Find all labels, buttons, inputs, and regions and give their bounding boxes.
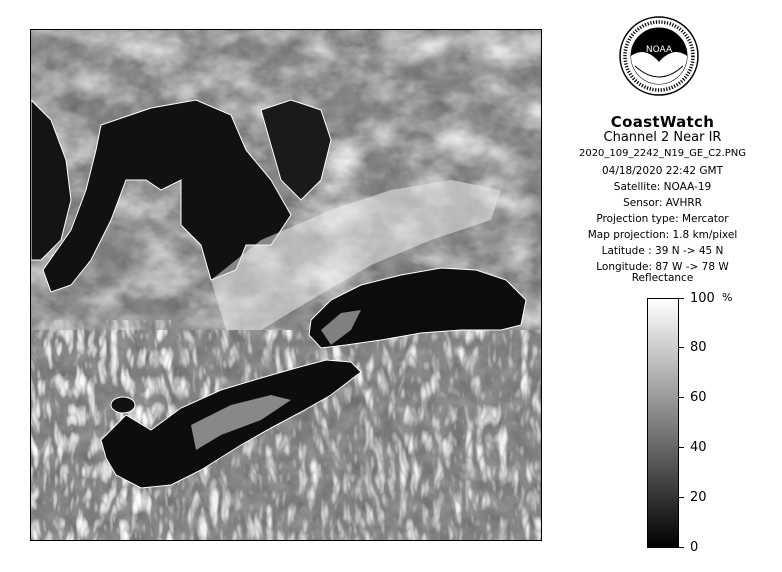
satellite: Satellite: NOAA-19: [613, 181, 712, 193]
colorbar-tick: [679, 347, 684, 348]
colorbar-tick-label: 20: [690, 490, 707, 505]
colorbar-tick-label: 60: [690, 390, 707, 405]
channel-label: Channel 2 Near IR: [603, 130, 722, 145]
colorbar-unit: %: [722, 291, 733, 304]
colorbar-tick-label: 40: [690, 440, 707, 455]
colorbar-label: Reflectance: [631, 272, 694, 284]
satellite-image: [30, 29, 542, 541]
colorbar-tick: [679, 397, 684, 398]
noaa-logo: [619, 16, 699, 96]
colorbar-tick-label: 80: [690, 340, 707, 355]
colorbar-tick: [679, 497, 684, 498]
filename: 2020_109_2242_N19_GE_C2.PNG: [578, 148, 747, 159]
svg-text:NOAA: NOAA: [645, 45, 673, 55]
colorbar-tick: [679, 447, 684, 448]
colorbar-tick: [679, 547, 684, 548]
sensor: Sensor: AVHRR: [623, 197, 702, 209]
projection-type: Projection type: Mercator: [596, 213, 729, 225]
latitude: Latitude : 39 N -> 45 N: [601, 245, 724, 257]
lake-st-clair: [111, 397, 135, 413]
colorbar-tick-label: 0: [690, 540, 699, 555]
longitude: Longitude: 87 W -> 78 W: [596, 261, 729, 273]
colorbar-tick: [679, 298, 684, 299]
colorbar-tick-label: 100: [690, 291, 715, 306]
colorbar: [647, 298, 679, 548]
datetime: 04/18/2020 22:42 GMT: [601, 165, 724, 177]
product-title: CoastWatch: [610, 113, 715, 131]
map-projection: Map projection: 1.8 km/pixel: [587, 229, 738, 241]
